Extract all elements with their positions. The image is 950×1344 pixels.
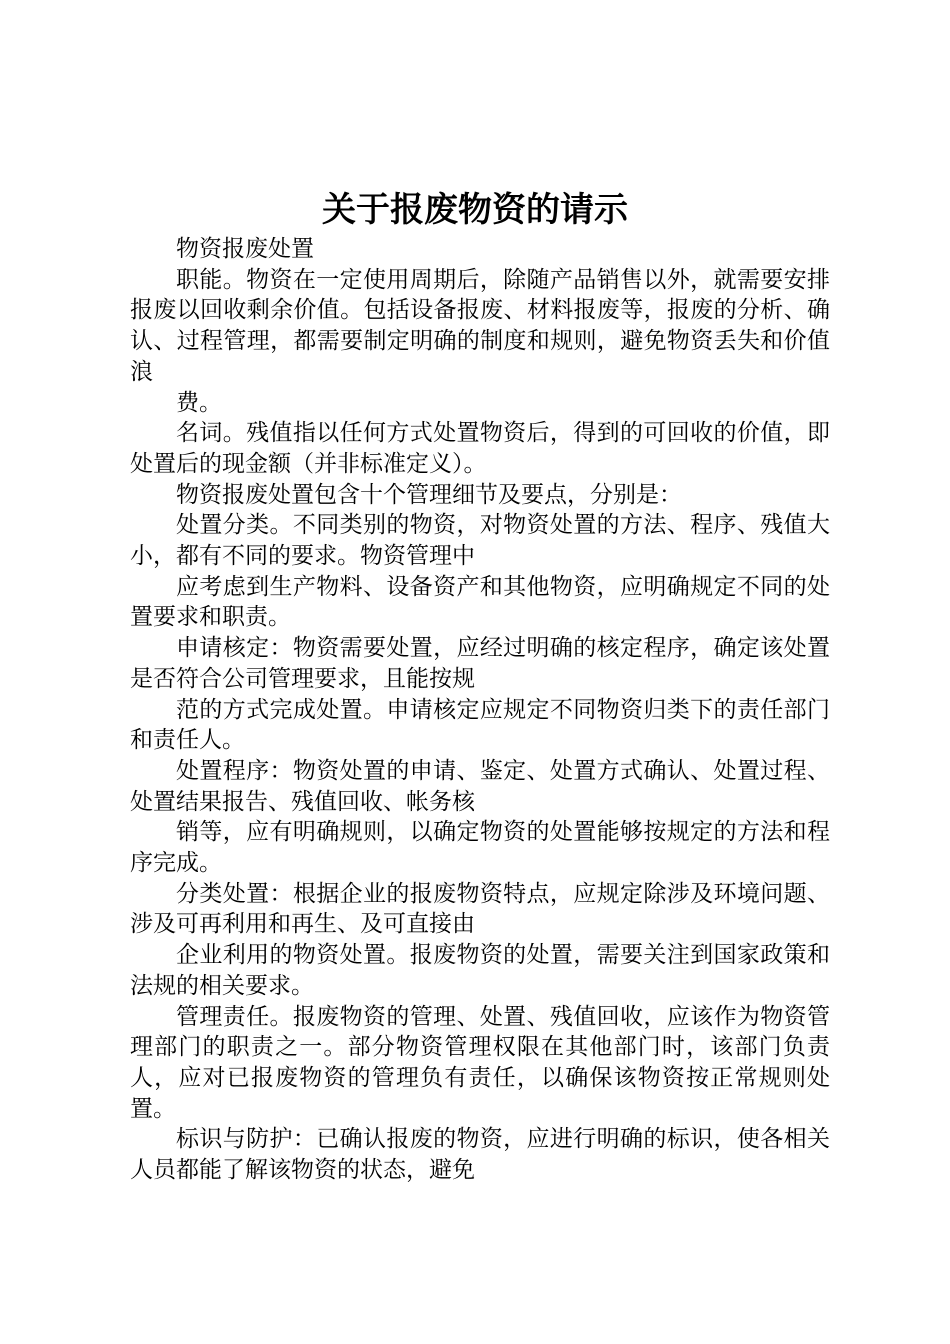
paragraph: 申请核定：物资需要处置，应经过明确的核定程序，确定该处置是否符合公司管理要求，且能按规 bbox=[130, 635, 830, 692]
document-title: 关于报废物资的请示 bbox=[322, 190, 628, 230]
paragraph: 处置分类。不同类别的物资，对物资处置的方法、程序、残值大小，都有不同的要求。物资管理中 bbox=[130, 512, 830, 570]
paragraph: 销等，应有明确规则，以确定物资的处置能够按规定的方法和程序完成。 bbox=[130, 819, 830, 877]
paragraph: 费。 bbox=[176, 389, 222, 416]
paragraph: 物资报废处置包含十个管理细节及要点，分别是： bbox=[176, 481, 682, 508]
paragraph: 物资报废处置 bbox=[176, 236, 314, 262]
paragraph: 分类处置：根据企业的报废物资特点，应规定除涉及环境问题、涉及可再利用和再生、及可直接由 bbox=[130, 880, 830, 938]
paragraph: 企业利用的物资处置。报废物资的处置，需要关注到国家政策和法规的相关要求。 bbox=[130, 942, 830, 999]
paragraph: 标识与防护：已确认报废的物资，应进行明确的标识，使各相关人员都能了解该物资的状态，避免 bbox=[130, 1126, 830, 1184]
paragraph: 职能。物资在一定使用周期后，除随产品销售以外，就需要安排报废以回收剩余价值。包括设备报废、材料报废等，报废的分析、确认、过程管理，都需要制定明确的制度和规则，避免物资丢失和价值浪 bbox=[130, 266, 830, 385]
paragraph: 范的方式完成处置。申请核定应规定不同物资归类下的责任部门和责任人。 bbox=[130, 696, 830, 754]
paragraph: 应考虑到生产物料、设备资产和其他物资，应明确规定不同的处置要求和职责。 bbox=[130, 573, 830, 631]
paragraph: 名词。残值指以任何方式处置物资后，得到的可回收的价值，即处置后的现金额（并非标准定义）。 bbox=[130, 420, 830, 477]
paragraph: 处置程序：物资处置的申请、鉴定、处置方式确认、处置过程、处置结果报告、残值回收、帐务核 bbox=[130, 757, 830, 815]
document-body bbox=[130, 234, 830, 1186]
paragraph: 管理责任。报废物资的管理、处置、残值回收，应该作为物资管理部门的职责之一。部分物资管理权限在其他部门时，该部门负责人，应对已报废物资的管理负有责任，以确保该物资按正常规则处置。 bbox=[130, 1003, 830, 1122]
